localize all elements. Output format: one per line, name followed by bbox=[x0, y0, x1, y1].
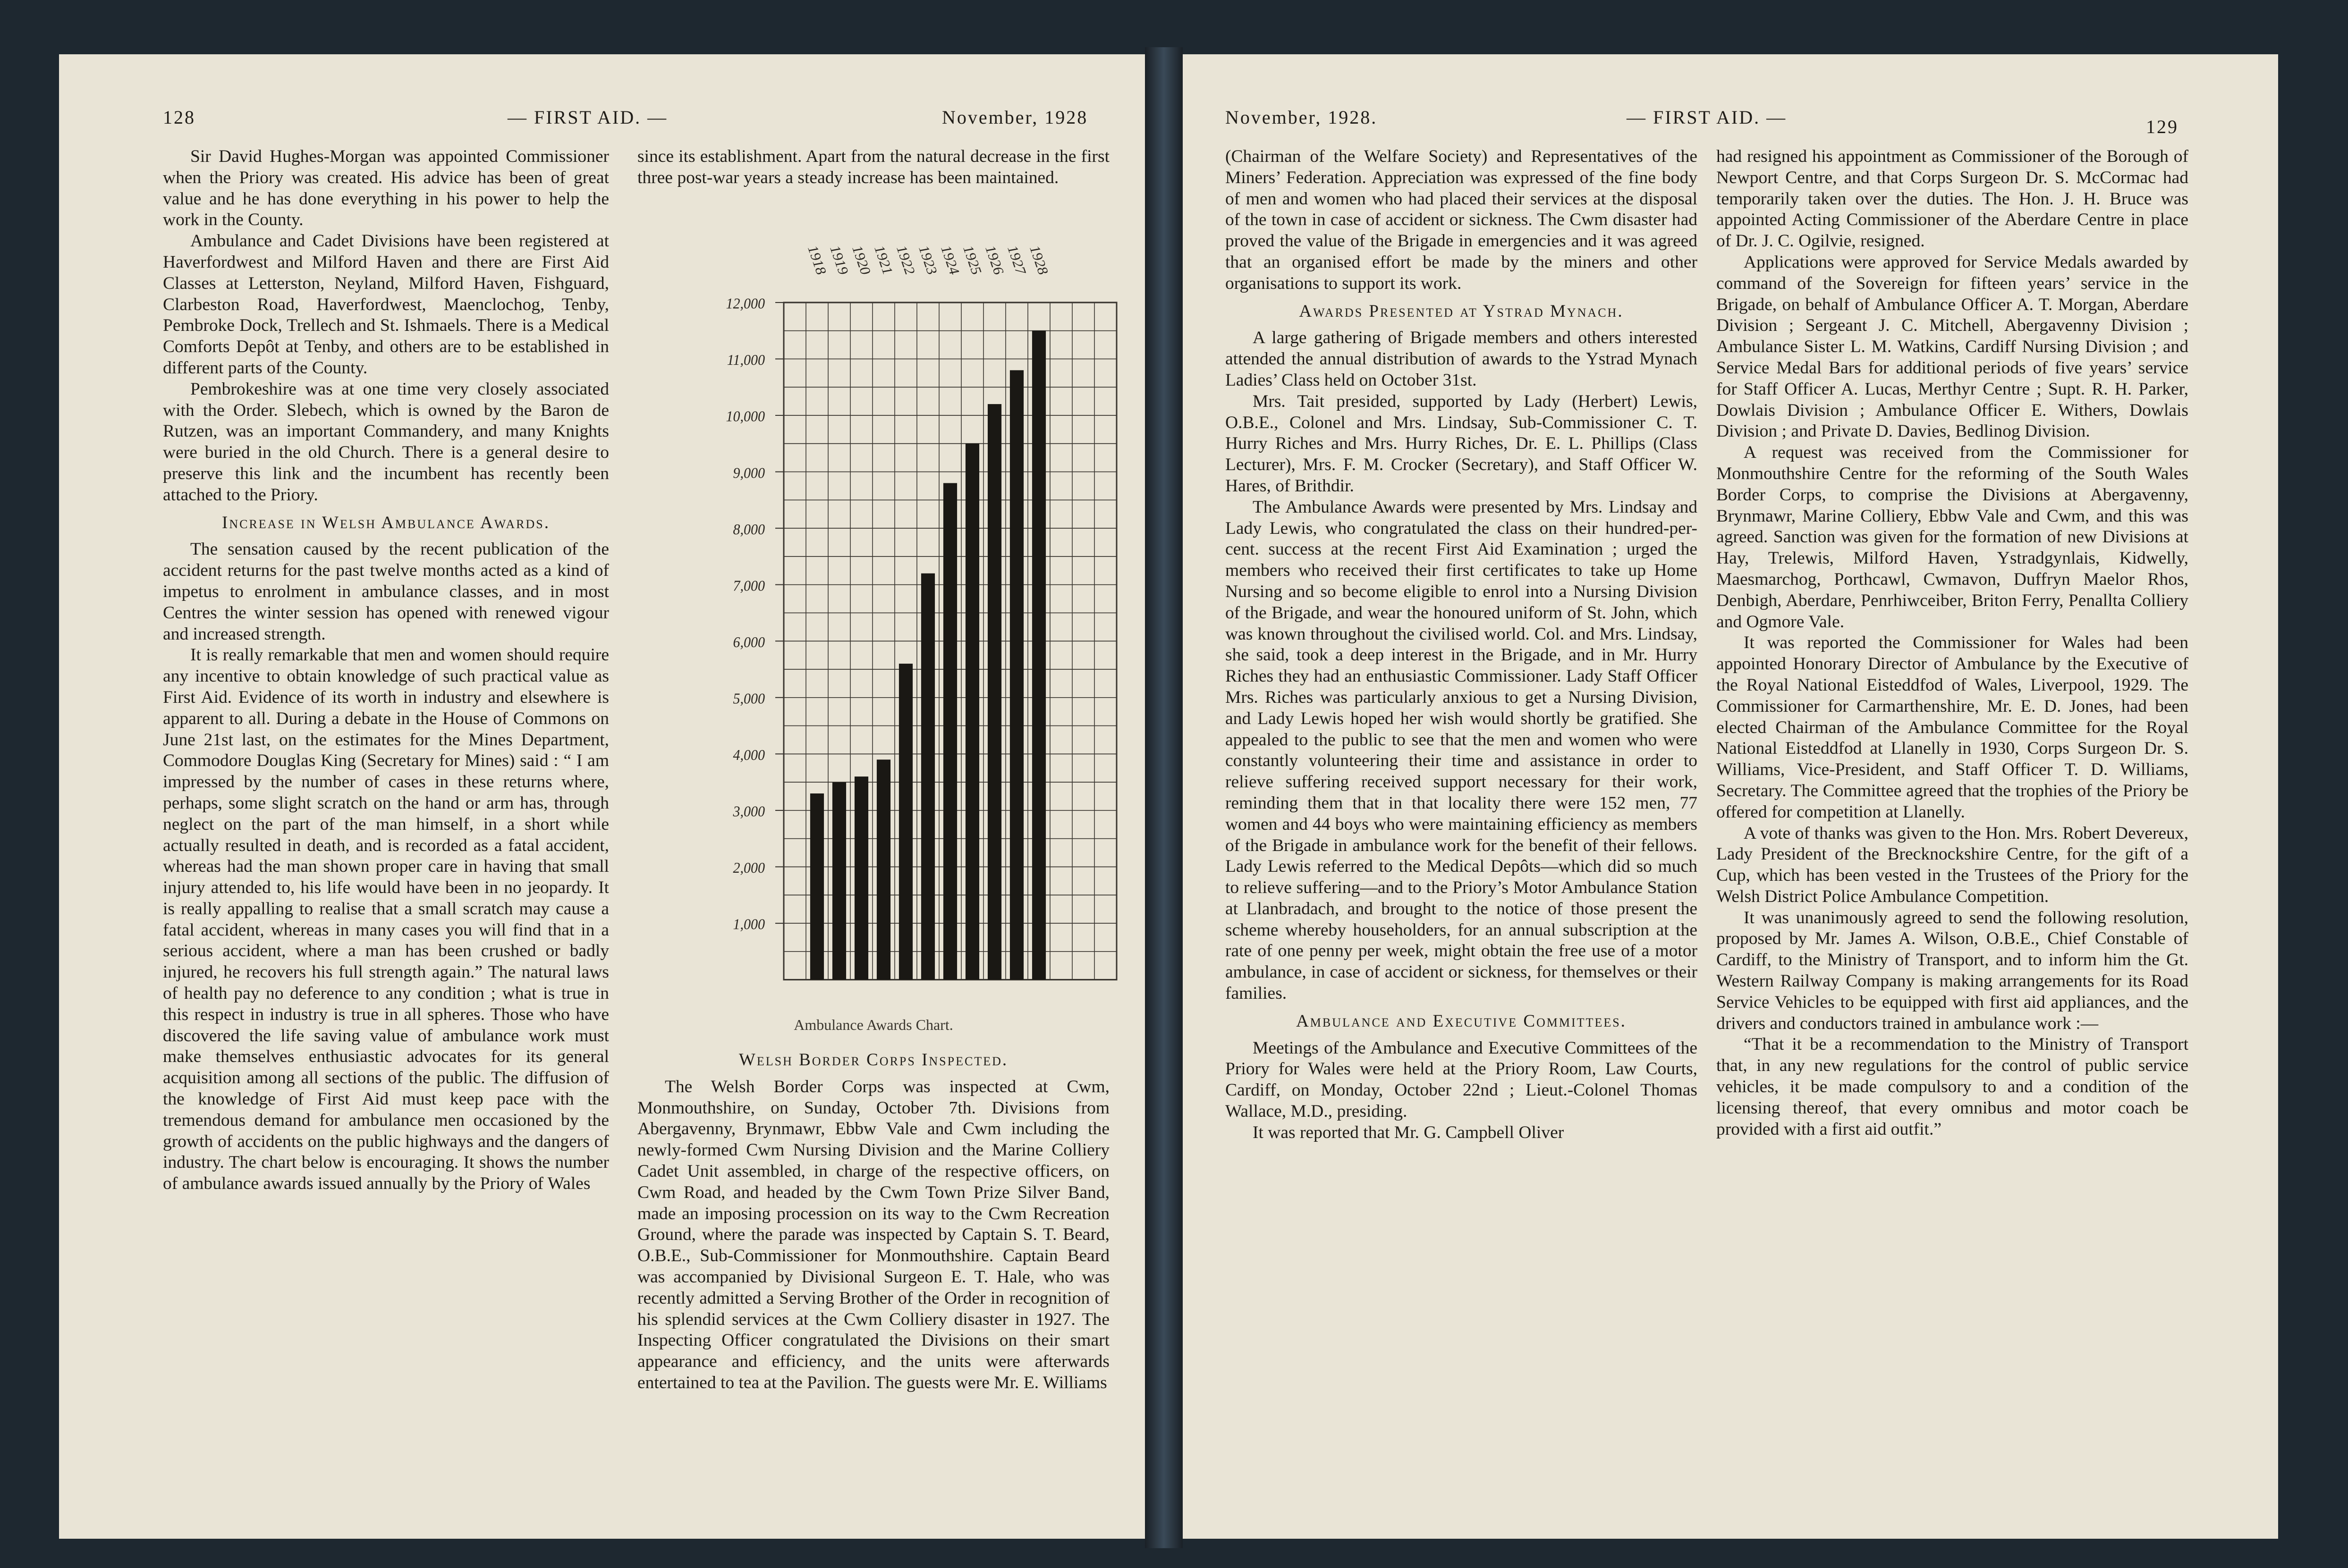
y-tick-label: 1,000 bbox=[733, 915, 765, 933]
x-tick-label: 1928 bbox=[1026, 243, 1051, 277]
paragraph: A vote of thanks was given to the Hon. Mrs. Robert Devereux, Lady President of the Brecknockshire Centre, for the gift of a Cup, which has been vested in the Trustees of the Priory for the Welsh District Police Ambulance Competition. bbox=[1716, 823, 2188, 906]
left-date: November, 1928 bbox=[942, 107, 1088, 128]
x-tick-label: 1920 bbox=[849, 243, 874, 277]
paragraph: It is really remarkable that men and women should require any incentive to obtain knowledge of such practical value as First Aid. Evidence of its worth in industry and elsewhere is apparent to all. During a debate in the House of Commons on June 21st last, on the estimates for the Mines Department, Commodore Douglas King (Secretary for Mines) said : “ I am impressed by the number of cases in these returns where, perhaps, some slight scratch on the hand or arm has, through neglect on the part of the man himself, in a short while actually resulted in death, and is recorded as a fatal accident, whereas had the man shown proper care in having that small injury attended to, his life would have been in no jeopardy. It is really appalling to realise that a small scratch may cause a fatal accident, whereas in many cases you will find that in a serious accident, where a man has been crushed or badly injured, he recovers his full strength again.” The natural laws of health pay no deference to any condition ; what is true in this respect in industry is true in all spheres. Those who have discovered the life saving value of ambulance work must make themselves enthusiastic advocates for its general acquisition among all sections of the public. The diffusion of the knowledge of First Aid must keep pace with the tremendous demand for ambulance men occasioned by the growth of accidents on the public highways and the dangers of industry. The chart below is encouraging. It shows the number of ambulance awards issued annually by the Priory of Wales bbox=[163, 645, 609, 1194]
left-running-head: — FIRST AID. — bbox=[508, 107, 668, 128]
paragraph: The sensation caused by the recent publication of the accident returns for the past twelve months acted as a kind of impetus to enrolment in ambulance classes, and in most Centres the winter session has opened with renewed vigour and increased strength. bbox=[163, 540, 609, 644]
paragraph: Ambulance and Cadet Divisions have been registered at Haverfordwest and Milford Haven and there are First Aid Classes at Letterston, Neyland, Milford Haven, Fishguard, Clarbeston Road, Haverfordwest, Maenclochog, Tenby, Pembroke Dock, Trellech and St. Ishmaels. There is a Medical Comforts Depôt at Tenby, and others are to be established in different parts of the County. bbox=[163, 231, 609, 378]
paragraph: A request was received from the Commissioner for Monmouthshire Centre for the reforming of the South Wales Border Corps, to comprise the Divisions at Abergavenny, Brynmawr, Marine Colliery, Ebbw Vale and Cwm, and this was agreed. Sanction was given for the formation of new Divisions at Hay, Trelewis, Milford Haven, Ystradgynlais, Kidwelly, Maesmarchog, Porthcawl, Cwmavon, Duffryn Maelor Rhos, Denbigh, Aberdare, Penrhiwceiber, Briton Ferry, Penallta Colliery and Ogmore Vale. bbox=[1716, 443, 2188, 632]
paragraph: A large gathering of Brigade members and others interested attended the annual distribution of awards to the Ystrad Mynach Ladies’ Class held on October 31st. bbox=[1225, 328, 1697, 390]
x-tick-label: 1919 bbox=[827, 243, 852, 277]
bar-1923 bbox=[921, 573, 935, 980]
y-tick-label: 3,000 bbox=[733, 802, 765, 820]
left-page bbox=[59, 54, 1145, 1539]
left-page-number: 128 bbox=[163, 107, 195, 128]
x-tick-label: 1926 bbox=[982, 243, 1007, 277]
y-tick-label: 2,000 bbox=[733, 859, 765, 877]
y-tick-label: 11,000 bbox=[727, 351, 765, 369]
section-heading: Ambulance and Executive Committees. bbox=[1296, 1011, 1627, 1031]
bar-1926 bbox=[988, 404, 1001, 980]
paragraph: Meetings of the Ambulance and Executive Committees of the Priory for Wales were held at the Priory Room, Law Courts, Cardiff, on Monday, October 22nd ; Lieut.-Colonel Thomas Wallace, M.D., presiding. bbox=[1225, 1038, 1697, 1121]
y-tick-label: 10,000 bbox=[726, 407, 765, 425]
paragraph: It was reported that Mr. G. Campbell Oliver bbox=[1253, 1122, 1564, 1142]
y-tick-label: 6,000 bbox=[733, 633, 765, 651]
y-tick-label: 5,000 bbox=[733, 690, 765, 707]
x-tick-label: 1924 bbox=[938, 243, 963, 277]
y-tick-label: 12,000 bbox=[726, 295, 765, 312]
y-tick-label: 9,000 bbox=[733, 464, 765, 481]
book-gutter bbox=[1145, 47, 1183, 1548]
bar-1925 bbox=[966, 444, 979, 980]
x-tick-label: 1918 bbox=[805, 243, 830, 277]
left-column-2-top bbox=[637, 146, 1110, 189]
x-tick-label: 1921 bbox=[871, 243, 896, 277]
left-column-1 bbox=[163, 146, 609, 1195]
right-date: November, 1928. bbox=[1225, 107, 1378, 128]
bar-1919 bbox=[832, 782, 846, 979]
chart-caption: Ambulance Awards Chart. bbox=[794, 1016, 953, 1033]
right-column-2 bbox=[1716, 146, 2188, 1140]
bar-1927 bbox=[1010, 370, 1024, 979]
ambulance-awards-chart bbox=[619, 210, 1128, 1060]
left-column-2-bottom bbox=[637, 1043, 1110, 1394]
bar-1922 bbox=[899, 664, 913, 980]
bar-1921 bbox=[877, 759, 890, 979]
section-heading: Welsh Border Corps Inspected. bbox=[738, 1050, 1009, 1070]
y-tick-label: 7,000 bbox=[733, 577, 765, 594]
paragraph: Sir David Hughes-Morgan was appointed Commissioner when the Priory was created. His advice has been of great value and he has done everything in his power to help the work in the County. bbox=[163, 147, 609, 230]
paragraph: It was unanimously agreed to send the following resolution, proposed by Mr. James A. Wilson, O.B.E., Chief Constable of Cardiff, to the Ministry of Transport, and to inform him the Gt. Western Railway Company is making arrangements for its Road Service Vehicles to be equipped with first aid appliances, and the drivers and conductors trained in ambulance work :— bbox=[1716, 908, 2188, 1033]
y-tick-label: 4,000 bbox=[733, 746, 765, 764]
section-heading: Increase in Welsh Ambulance Awards. bbox=[222, 513, 550, 532]
x-tick-label: 1927 bbox=[1004, 243, 1029, 277]
x-tick-label: 1925 bbox=[960, 243, 985, 277]
x-tick-label: 1922 bbox=[893, 243, 918, 277]
paragraph: The Welsh Border Corps was inspected at Cwm, Monmouthshire, on Sunday, October 7th. Divisions from Abergavenny, Brynmawr, Ebbw Vale and Cwm including the newly-formed Cwm Nursing Division and the Marine Colliery Cadet Unit assembled, in charge of the respective officers, on Cwm Road, and headed by the Cwm Town Prize Silver Band, made an imposing procession on its way to the Cwm Recreation Ground, where the parade was inspected by Captain S. T. Beard, O.B.E., Sub-Commissioner for Monmouthshire. Captain Beard was accompanied by Divisional Surgeon E. T. Hale, who was recently admitted a Serving Brother of the Order in recognition of his splendid services at the Cwm Colliery disaster in 1927. The Inspecting Officer congratulated the Divisions on their smart appearance and efficiency, and the units were afterwards entertained to tea at the Pavilion. The guests were Mr. E. Williams bbox=[637, 1077, 1110, 1392]
right-page bbox=[1183, 54, 2278, 1539]
right-running-head: — FIRST AID. — bbox=[1627, 107, 1787, 128]
paragraph: (Chairman of the Welfare Society) and Representatives of the Miners’ Federation. Appreciation was expressed of the fine body of men and women who had placed their services at the disposal of the town in case of accident or sickness. The Cwm disaster had proved the value of the Brigade in emergencies and it was agreed that an organised effort be made by the miners and other organisations to support its work. bbox=[1225, 147, 1697, 293]
paragraph: “That it be a recommendation to the Ministry of Transport that, in any new regulations for the control of public service vehicles, it be made compulsory to and a condition of the licensing thereof, that every omnibus and motor coach be provided with a first aid outfit.” bbox=[1716, 1035, 2188, 1139]
bar-1918 bbox=[810, 793, 824, 980]
section-heading: Awards Presented at Ystrad Mynach. bbox=[1299, 301, 1624, 321]
y-tick-label: 8,000 bbox=[733, 521, 765, 538]
bar-1924 bbox=[943, 483, 957, 979]
paragraph: since its establishment. Apart from the natural decrease in the first three post-war years a steady increase has been maintained. bbox=[637, 147, 1110, 187]
x-tick-label: 1923 bbox=[915, 243, 941, 277]
paragraph: It was reported the Commissioner for Wales had been appointed Honorary Director of Ambulance by the Executive of the Royal National Eisteddfod of Wales, Liverpool, 1929. The Commissioner for Carmarthenshire, Mr. E. D. Jones, had been elected Chairman of the Ambulance Committee for the Royal National Eisteddfod at Llanelly in 1930, Corps Surgeon Dr. S. Williams, Vice-President, and Staff Officer T. D. Williams, Secretary. The Committee agreed that the trophies of the Priory be offered for competition at Llanelly. bbox=[1716, 633, 2188, 822]
paragraph: Mrs. Tait presided, supported by Lady (Herbert) Lewis, O.B.E., Colonel and Mrs. Lindsay, Sub-Commissioner C. T. Hurry Riches and Mrs. Hurry Riches, Dr. E. L. Phillips (Class Lecturer), Mrs. F. M. Crocker (Secretary), and Staff Officer W. Hares, of Brithdir. bbox=[1225, 391, 1697, 496]
paragraph: had resigned his appointment as Commissioner of the Borough of Newport Centre, and that Corps Surgeon Dr. S. McCormac had temporarily taken over the duties. The Hon. J. H. Bruce was appointed Acting Commissioner of the Aberdare Centre in place of Dr. J. C. Ogilvie, resigned. bbox=[1716, 147, 2188, 251]
right-page-number: 129 bbox=[2146, 116, 2178, 137]
paragraph: Applications were approved for Service Medals awarded by command of the Sovereign for fifteen years’ service in the Brigade, on behalf of Ambulance Officer A. T. Morgan, Aberdare Division ; Sergeant J. C. Mitchell, Abergavenny Division ; Ambulance Sister L. M. Watkins, Cardiff Nursing Division ; and Service Medal Bars for additional periods of five years’ service for Staff Officer A. Lucas, Merthyr Centre ; Supt. R. H. Parker, Dowlais Division ; Ambulance Officer E. Withers, Dowlais Division ; and Private D. Davies, Bedlinog Division. bbox=[1716, 252, 2188, 441]
paragraph: Pembrokeshire was at one time very closely associated with the Order. Slebech, which is owned by the Baron de Rutzen, was an important Commandery, and many Knights were buried in the old Church. There is a general desire to preserve this link and the incumbent has recently been attached to the Priory. bbox=[163, 379, 609, 505]
right-column-1 bbox=[1225, 146, 1697, 1144]
bar-1920 bbox=[855, 776, 868, 979]
paragraph: The Ambulance Awards were presented by Mrs. Lindsay and Lady Lewis, who congratulated the class on their hundred-per-cent. success at the recent First Aid Examination ; urged the members who received their first certificates to take up Home Nursing and so become eligible to enrol into a Nursing Division of the Brigade, and wear the honoured uniform of St. John, which was known throughout the civilised world. Col. and Mrs. Lindsay, she said, took a deep interest in the Brigade, and in Mr. Hurry Riches they had an enthusiastic Commissioner. Lady Staff Officer Mrs. Riches was particularly anxious to get a Nursing Division, and Lady Lewis hoped her wish would shortly be gratified. She appealed to the public to see that the men and women who were constantly volunteering their time and assistance in order to relieve suffering received support necessary for their work, reminding them that in that locality there were 152 men, 77 women and 44 boys who were maintaining efficiency as members of the Brigade in ambulance work for the benefit of their fellows. Lady Lewis referred to the Medical Depôts—which did so much to relieve suffering—and to the Priory’s Motor Ambulance Station at Llanbradach, and brought to the notice of those present the scheme whereby householders, for an annual subscription at the rate of one penny per week, might obtain the free use of a motor ambulance, in case of accident or sickness, for themselves or their families. bbox=[1225, 497, 1697, 1003]
bar-1928 bbox=[1032, 331, 1046, 980]
